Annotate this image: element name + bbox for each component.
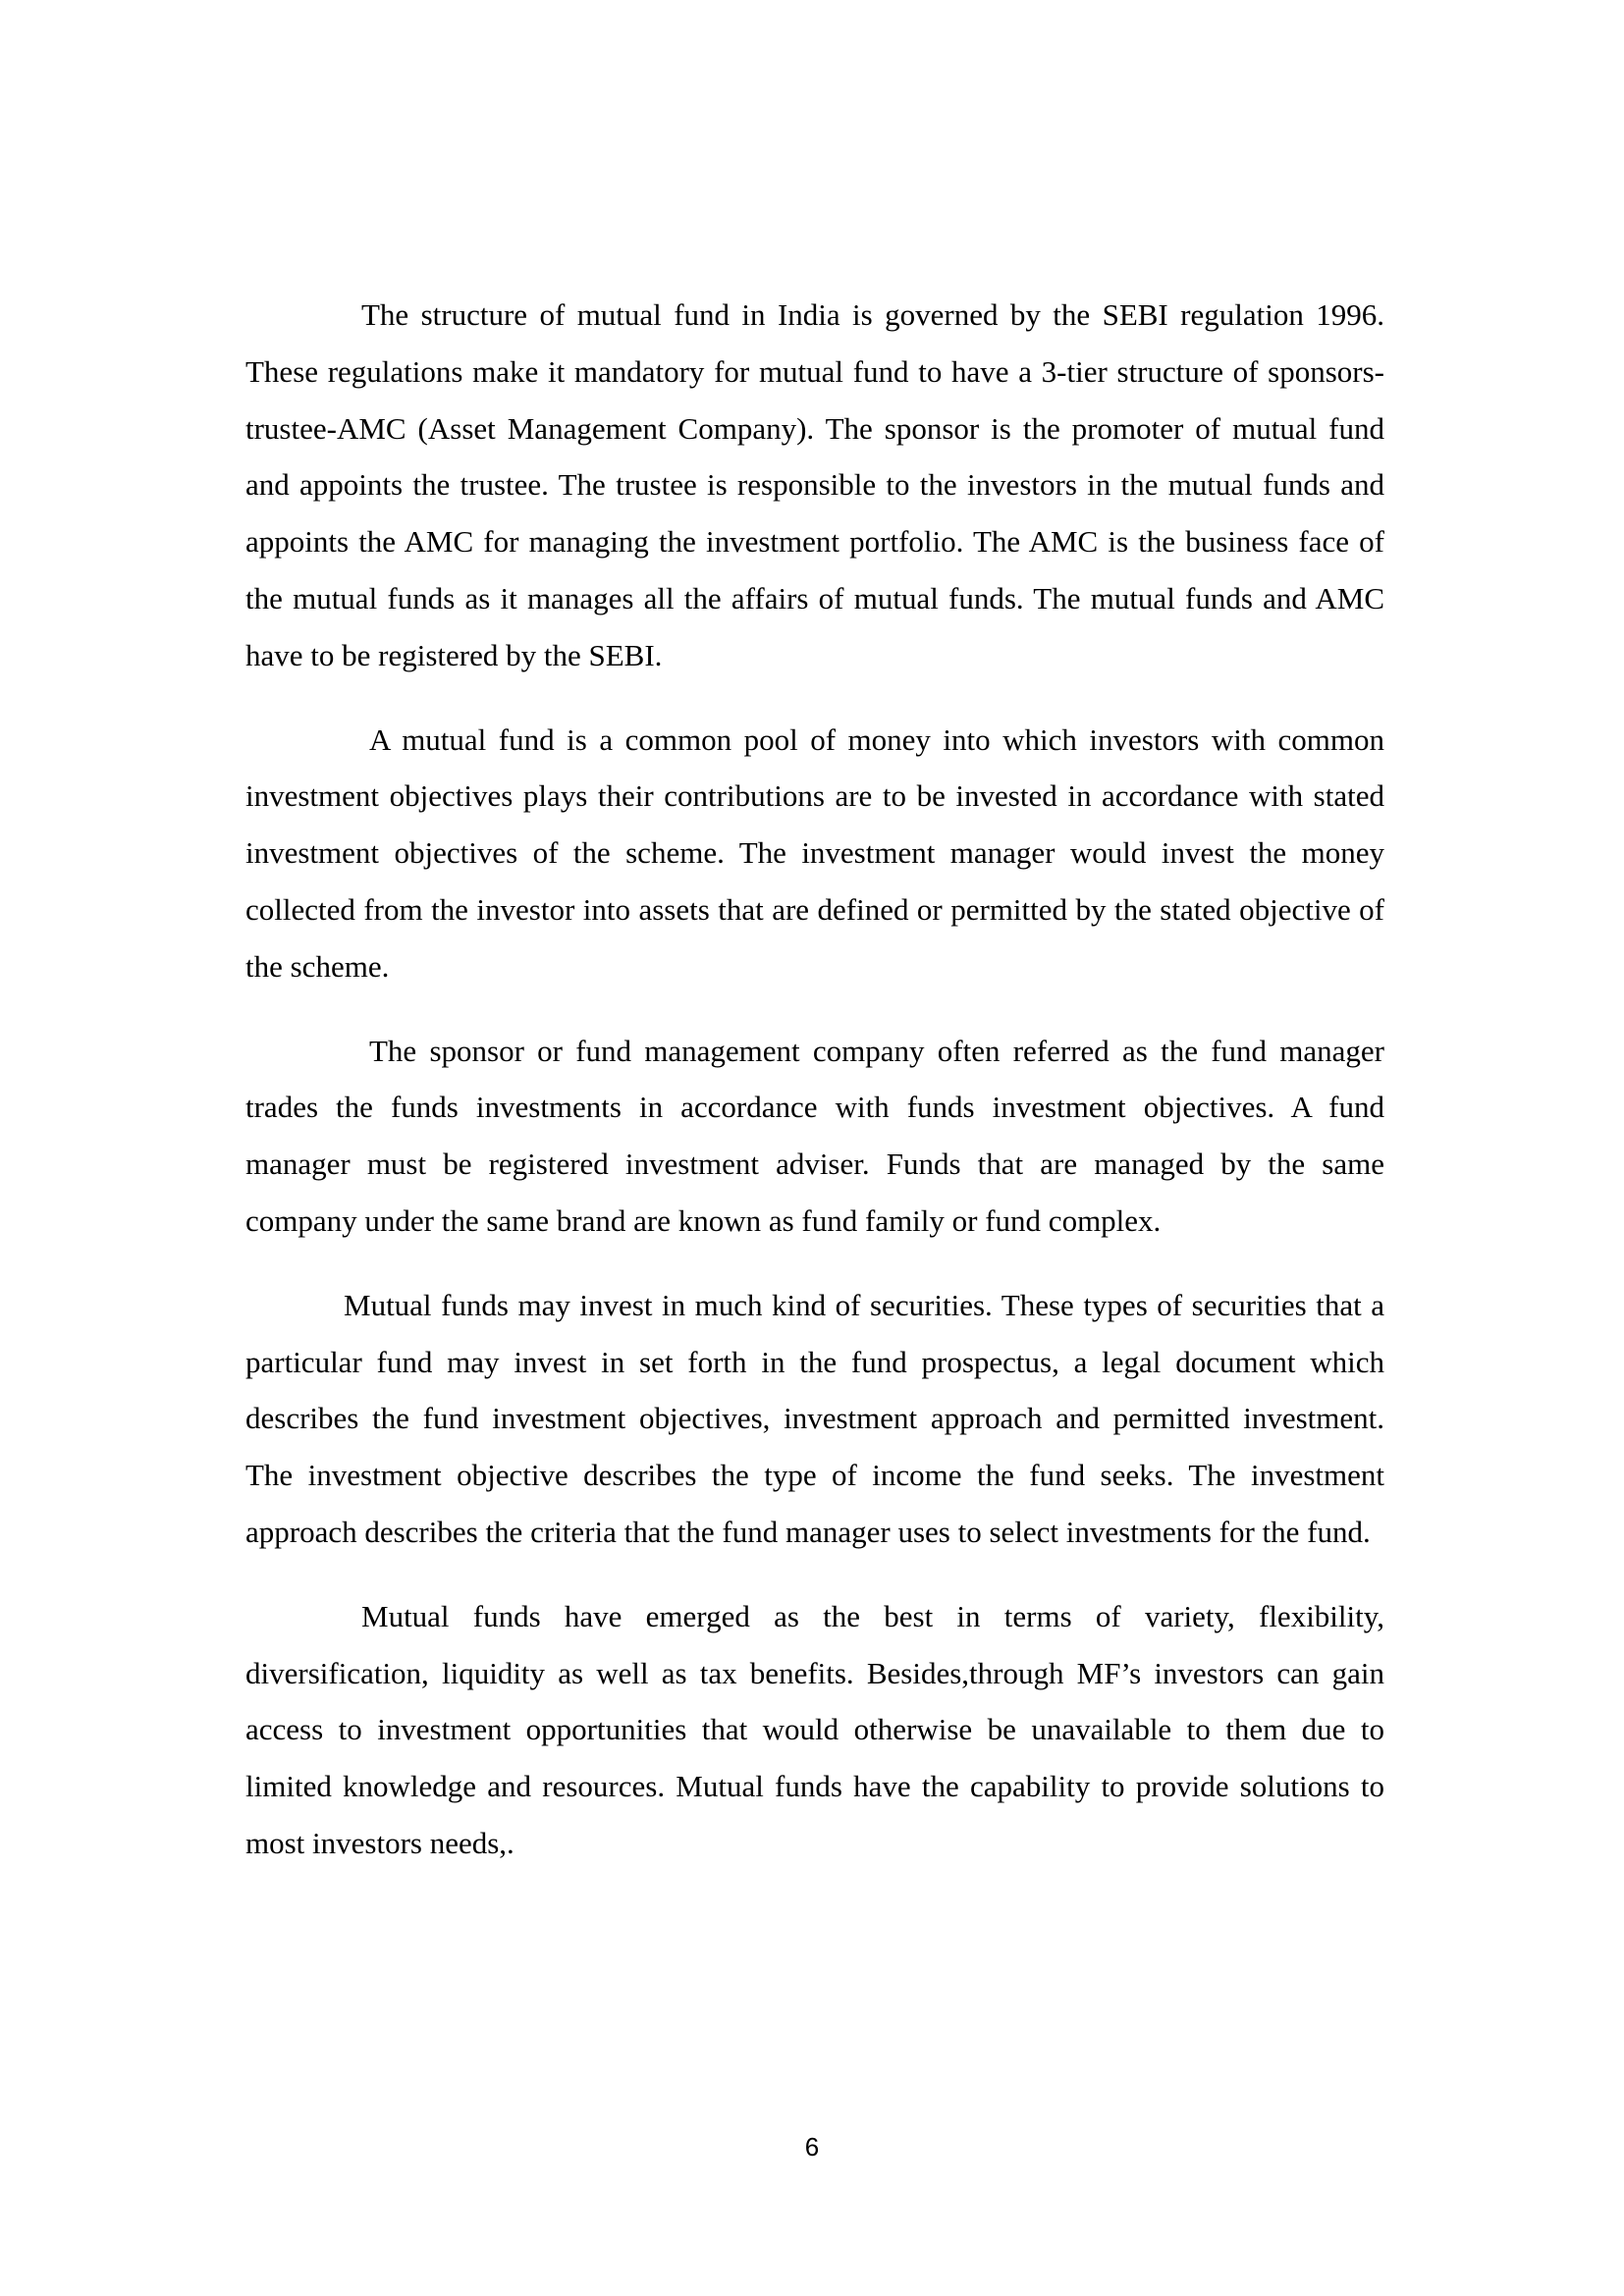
- paragraph-fund-manager: The sponsor or fund management company often referred as the fund manager trades the funds investments in accordance with funds investment objectives. A fund manager must be registered investment adviser. Funds that are managed by the same company under the same brand are known as fund family or fund complex.: [245, 1033, 1384, 1238]
- paragraph-benefits: Mutual funds have emerged as the best in terms of variety, flexibility, diversification, liquidity as well as tax benefits. Besides,through MF’s investors can gain access to investment opportunities that would otherwise be unavailable to them due to limited knowledge and resources. Mutual funds have the capability to provide solutions to most investors needs,.: [245, 1598, 1384, 1860]
- page-number: 6: [804, 2132, 820, 2162]
- paragraph-sebi-structure: The structure of mutual fund in India is governed by the SEBI regulation 1996. These regulations make it mandatory for mutual fund to have a 3-tier structure of sponsors-trustee-AMC (Asset Management Company). The sponsor is the promoter of mutual fund and appoints the trustee. The trustee is responsible to the investors in the mutual funds and appoints the AMC for managing the investment portfolio. The AMC is the business face of the mutual funds as it manages all the affairs of mutual funds. The mutual funds and AMC have to be registered by the SEBI.: [245, 297, 1384, 672]
- body-text: [245, 287, 1384, 1899]
- paragraph-securities: Mutual funds may invest in much kind of securities. These types of securities that a particular fund may invest in set forth in the fund prospectus, a legal document which describes the fund investment objectives, investment approach and permitted investment. The investment objective describes the type of income the fund seeks. The investment approach describes the criteria that the fund manager uses to select investments for the fund.: [245, 1287, 1384, 1549]
- paragraph-common-pool: A mutual fund is a common pool of money into which investors with common investment objectives plays their contributions are to be invested in accordance with stated investment objectives of the scheme. The investment manager would invest the money collected from the investor into assets that are defined or permitted by the stated objective of the scheme.: [245, 721, 1384, 984]
